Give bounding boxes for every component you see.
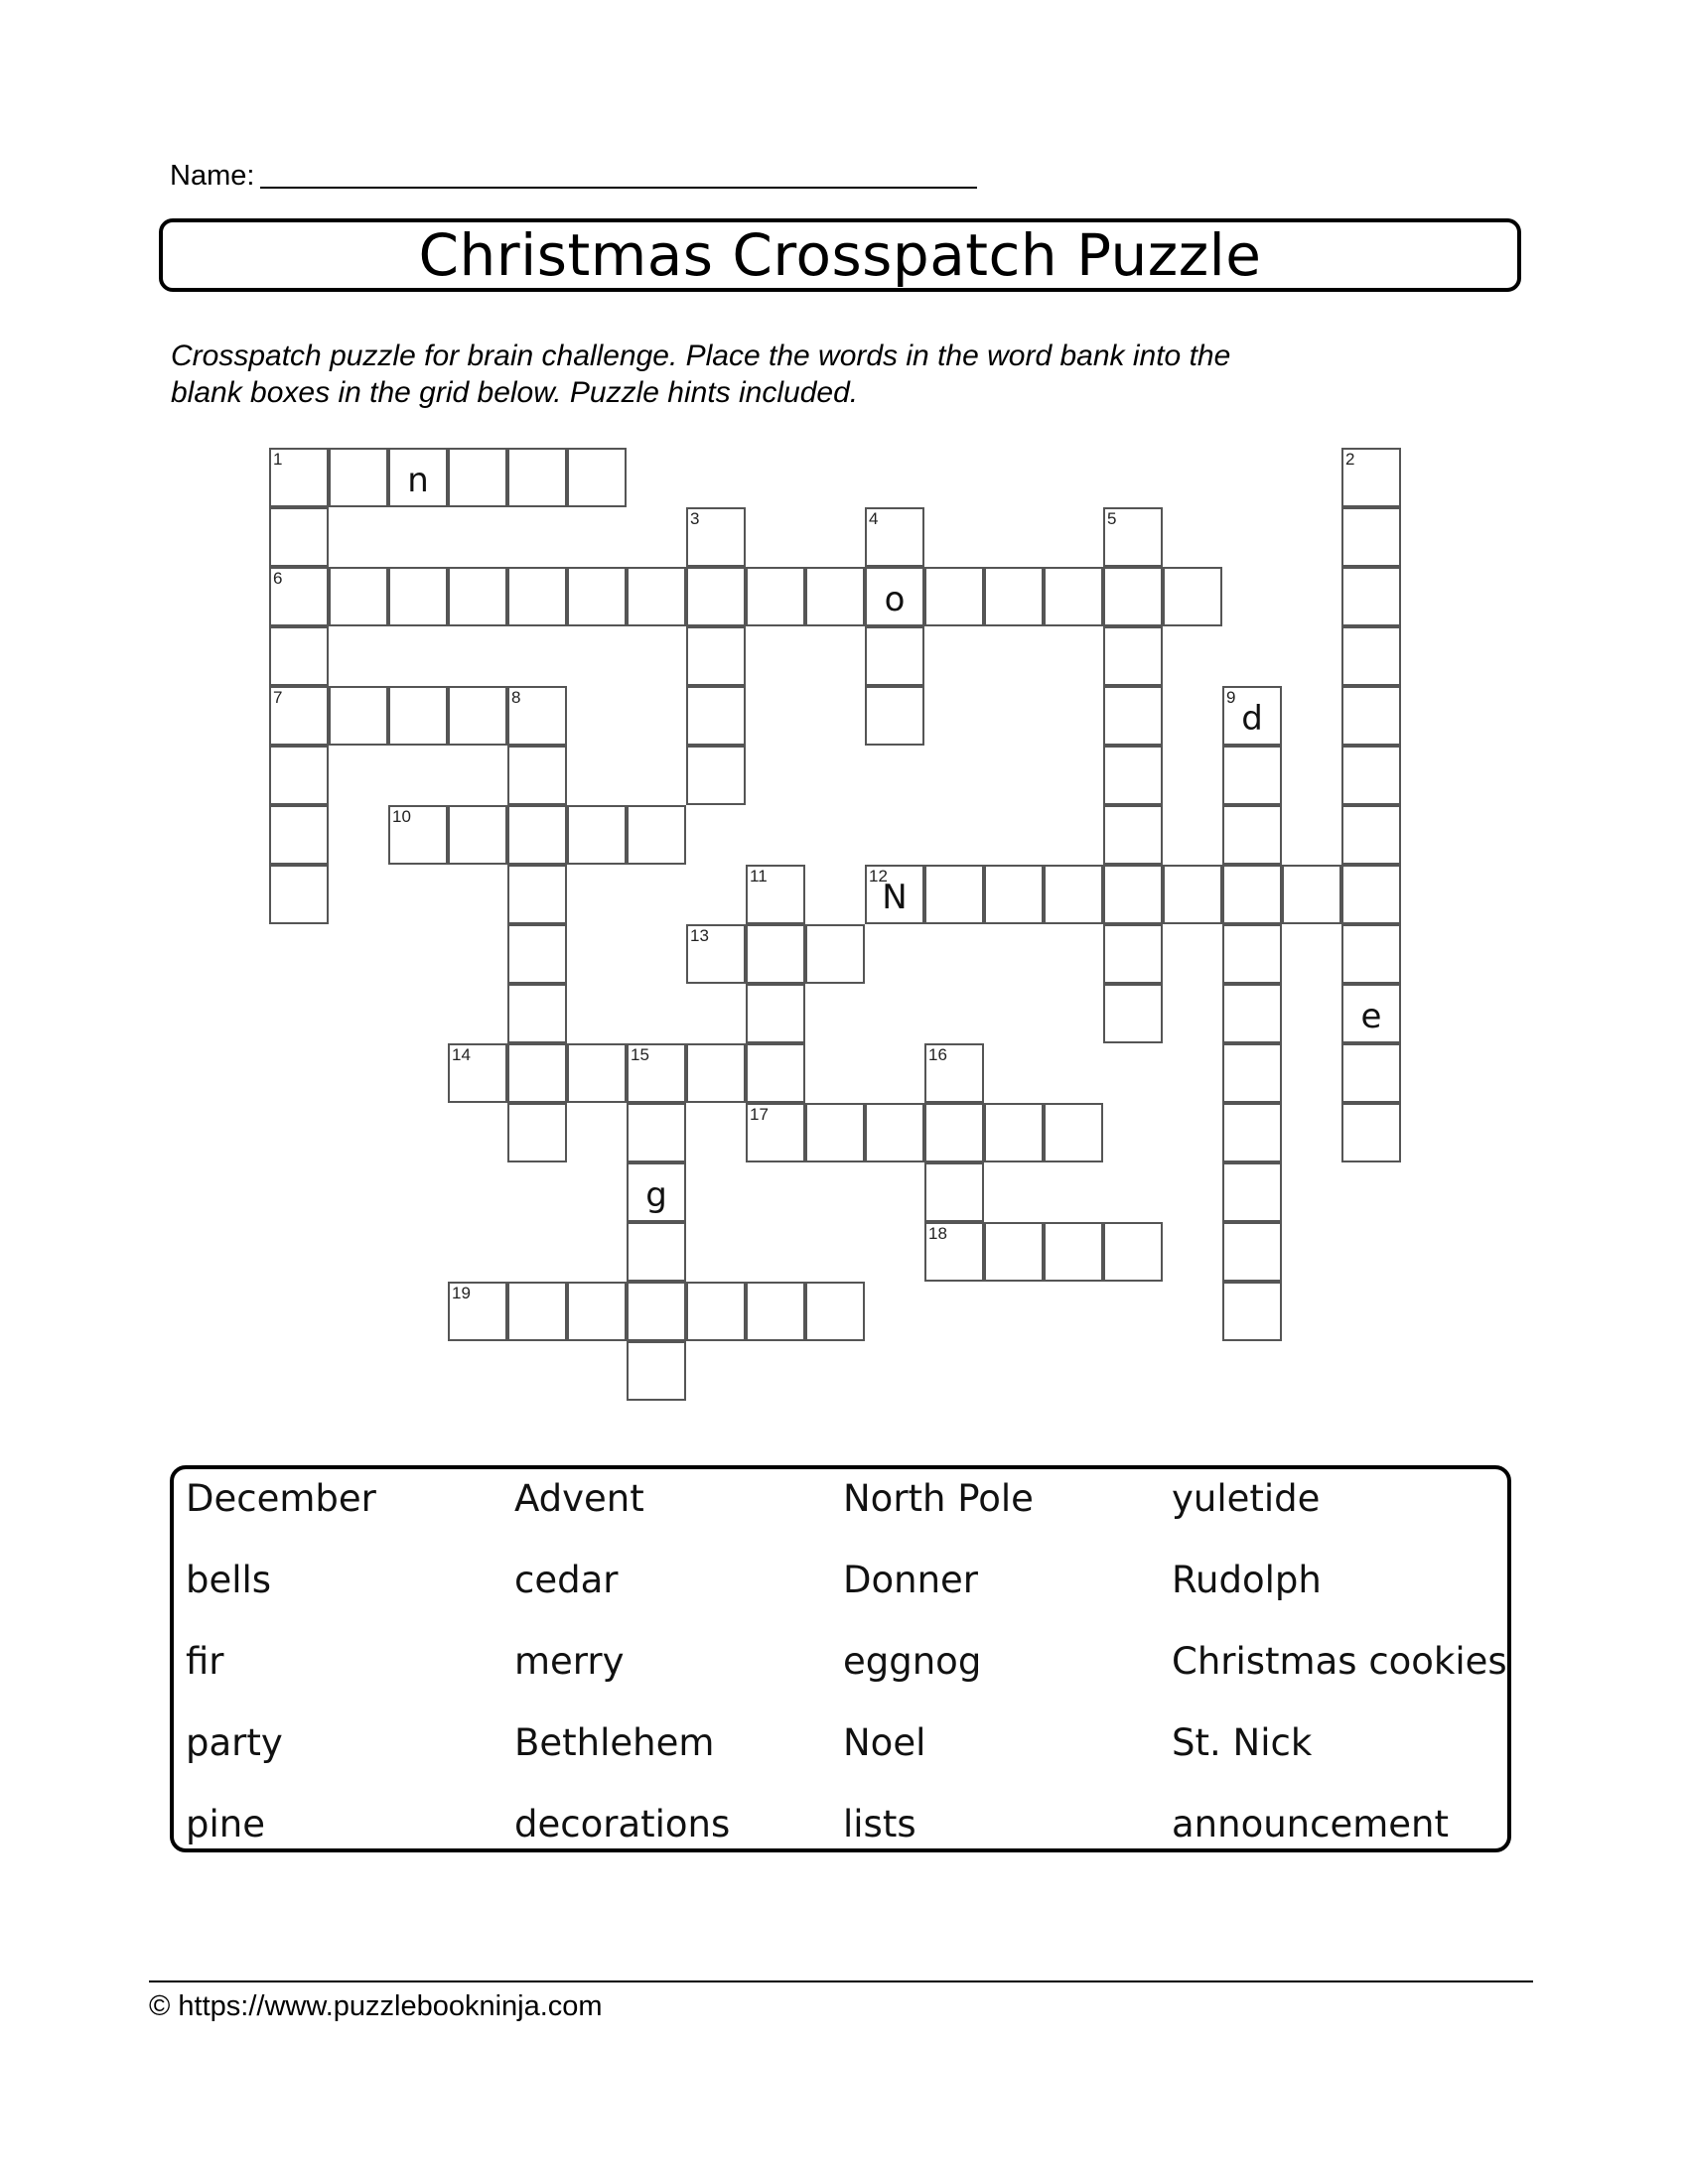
grid-cell[interactable] (1341, 984, 1401, 1043)
page-title: Christmas Crosspatch Puzzle (418, 221, 1262, 289)
grid-cell[interactable] (329, 686, 388, 746)
hint-letter: d (1241, 699, 1263, 739)
grid-cell[interactable] (1222, 865, 1282, 924)
grid-cell[interactable] (269, 567, 329, 626)
grid-cell[interactable] (1103, 1222, 1163, 1282)
grid-cell[interactable] (269, 507, 329, 567)
grid-cell[interactable] (865, 567, 924, 626)
grid-cell[interactable] (507, 1103, 567, 1162)
grid-cell[interactable] (567, 567, 627, 626)
grid-cell[interactable] (1222, 746, 1282, 805)
hint-letter: g (645, 1175, 667, 1215)
clue-number: 8 (511, 688, 521, 707)
word-bank-item: St. Nick (1172, 1721, 1313, 1764)
grid-cell[interactable] (746, 1043, 805, 1103)
grid-cell[interactable] (448, 686, 507, 746)
grid-cell[interactable] (1341, 1103, 1401, 1162)
grid-cell[interactable] (1341, 865, 1401, 924)
word-bank-item: merry (514, 1640, 625, 1683)
grid-cell[interactable] (1103, 805, 1163, 865)
grid-cell[interactable] (448, 567, 507, 626)
grid-cell[interactable] (1341, 746, 1401, 805)
grid-cell[interactable] (269, 686, 329, 746)
grid-cell[interactable] (1222, 1103, 1282, 1162)
grid-cell[interactable] (507, 448, 567, 507)
word-bank-item: fir (186, 1640, 224, 1683)
grid-cell[interactable] (269, 865, 329, 924)
grid-cell[interactable] (269, 746, 329, 805)
hint-letter: N (882, 878, 908, 917)
word-bank-item: Advent (514, 1477, 644, 1520)
clue-number: 15 (631, 1045, 649, 1064)
grid-cell[interactable] (686, 507, 746, 567)
grid-cell[interactable] (1103, 984, 1163, 1043)
word-bank-item: Christmas cookies (1172, 1640, 1507, 1683)
grid-cell[interactable] (627, 805, 686, 865)
grid-cell[interactable] (1341, 924, 1401, 984)
hint-letter: n (407, 461, 429, 500)
grid-cell[interactable] (746, 1103, 805, 1162)
word-bank-item: cedar (514, 1559, 619, 1601)
grid-cell[interactable] (448, 448, 507, 507)
word-bank-item: December (186, 1477, 376, 1520)
clue-number: 9 (1226, 688, 1236, 707)
grid-cell[interactable] (1341, 626, 1401, 686)
grid-cell[interactable] (269, 448, 329, 507)
grid-cell[interactable] (507, 984, 567, 1043)
grid-cell[interactable] (686, 686, 746, 746)
grid-cell[interactable] (388, 805, 448, 865)
instructions-line-1: Crosspatch puzzle for brain challenge. Place the words in the word bank into the (171, 340, 1231, 372)
word-bank-item: Donner (843, 1559, 979, 1601)
grid-cell[interactable] (984, 865, 1044, 924)
grid-cell[interactable] (1341, 686, 1401, 746)
clue-number: 14 (452, 1045, 471, 1064)
grid-cell[interactable] (567, 1043, 627, 1103)
grid-cell[interactable] (1341, 805, 1401, 865)
word-bank-item: bells (186, 1559, 272, 1601)
grid-cell[interactable] (686, 1282, 746, 1341)
grid-cell[interactable] (984, 1103, 1044, 1162)
clue-number: 19 (452, 1284, 471, 1302)
word-bank-item: Rudolph (1172, 1559, 1322, 1601)
grid-cell[interactable] (686, 746, 746, 805)
grid-cell[interactable] (805, 924, 865, 984)
grid-cell[interactable] (269, 805, 329, 865)
clue-number: 18 (928, 1224, 947, 1243)
name-label: Name: (170, 160, 255, 192)
grid-cell[interactable] (924, 567, 984, 626)
word-bank-item: eggnog (843, 1640, 982, 1683)
grid-cell[interactable] (1341, 1043, 1401, 1103)
grid-cell[interactable] (805, 567, 865, 626)
grid-cell[interactable] (1103, 507, 1163, 567)
grid-cell[interactable] (1222, 924, 1282, 984)
word-bank-item: announcement (1172, 1803, 1449, 1845)
clue-number: 4 (869, 509, 879, 528)
grid-cell[interactable] (1341, 507, 1401, 567)
clue-number: 3 (690, 509, 700, 528)
grid-cell[interactable] (1222, 805, 1282, 865)
grid-cell[interactable] (865, 686, 924, 746)
grid-cell[interactable] (627, 1043, 686, 1103)
grid-cell[interactable] (388, 448, 448, 507)
grid-cell[interactable] (448, 1043, 507, 1103)
grid-cell[interactable] (865, 865, 924, 924)
grid-cell[interactable] (1163, 567, 1222, 626)
grid-cell[interactable] (1044, 865, 1103, 924)
grid-cell[interactable] (627, 1162, 686, 1222)
grid-cell[interactable] (627, 567, 686, 626)
grid-cell[interactable] (865, 1103, 924, 1162)
clue-number: 12 (869, 867, 888, 886)
grid-cell[interactable] (1163, 865, 1222, 924)
grid-cell[interactable] (924, 1162, 984, 1222)
grid-cell[interactable] (1222, 984, 1282, 1043)
grid-cell[interactable] (686, 567, 746, 626)
grid-cell[interactable] (448, 805, 507, 865)
grid-cell[interactable] (686, 1043, 746, 1103)
grid-cell[interactable] (865, 507, 924, 567)
grid-cell[interactable] (1103, 626, 1163, 686)
grid-cell[interactable] (567, 805, 627, 865)
instructions-line-2: blank boxes in the grid below. Puzzle hints included. (171, 376, 859, 409)
word-bank-item: party (186, 1721, 283, 1764)
word-bank-item: lists (843, 1803, 916, 1845)
clue-number: 6 (273, 569, 283, 588)
clue-number: 13 (690, 926, 709, 945)
footer-copyright: © https://www.puzzlebookninja.com (149, 1990, 603, 2022)
grid-cell[interactable] (507, 865, 567, 924)
grid-cell[interactable] (627, 1103, 686, 1162)
word-bank-item: yuletide (1172, 1477, 1321, 1520)
clue-number: 2 (1345, 450, 1355, 469)
grid-cell[interactable] (507, 924, 567, 984)
grid-cell[interactable] (924, 865, 984, 924)
clue-number: 11 (750, 867, 768, 886)
grid-cell[interactable] (1044, 1103, 1103, 1162)
grid-cell[interactable] (805, 1103, 865, 1162)
clue-number: 1 (273, 450, 283, 469)
grid-cell[interactable] (746, 567, 805, 626)
grid-cell[interactable] (1282, 865, 1341, 924)
grid-cell[interactable] (686, 924, 746, 984)
word-bank (170, 1465, 1511, 1852)
grid-cell[interactable] (924, 1103, 984, 1162)
grid-cell[interactable] (1044, 567, 1103, 626)
grid-cell[interactable] (507, 805, 567, 865)
footer-divider (149, 1980, 1533, 1982)
grid-cell[interactable] (507, 567, 567, 626)
hint-letter: e (1360, 997, 1382, 1036)
grid-cell[interactable] (269, 626, 329, 686)
grid-cell[interactable] (1222, 1043, 1282, 1103)
grid-cell[interactable] (746, 1282, 805, 1341)
grid-cell[interactable] (746, 865, 805, 924)
grid-cell[interactable] (329, 448, 388, 507)
grid-cell[interactable] (388, 567, 448, 626)
grid-cell[interactable] (1341, 567, 1401, 626)
grid-cell[interactable] (984, 567, 1044, 626)
clue-number: 5 (1107, 509, 1117, 528)
grid-cell[interactable] (329, 567, 388, 626)
clue-number: 16 (928, 1045, 947, 1064)
clue-number: 10 (392, 807, 411, 826)
grid-cell[interactable] (746, 984, 805, 1043)
clue-number: 17 (750, 1105, 769, 1124)
word-bank-item: North Pole (843, 1477, 1034, 1520)
grid-cell[interactable] (1044, 1222, 1103, 1282)
grid-cell[interactable] (388, 686, 448, 746)
grid-cell[interactable] (567, 1282, 627, 1341)
hint-letter: o (884, 580, 906, 619)
grid-cell[interactable] (627, 1282, 686, 1341)
grid-cell[interactable] (924, 1043, 984, 1103)
grid-cell[interactable] (627, 1341, 686, 1401)
grid-cell[interactable] (567, 448, 627, 507)
grid-cell[interactable] (507, 746, 567, 805)
grid-cell[interactable] (1103, 746, 1163, 805)
grid-cell[interactable] (507, 686, 567, 746)
grid-cell[interactable] (507, 1282, 567, 1341)
grid-cell[interactable] (984, 1222, 1044, 1282)
clue-number: 7 (273, 688, 283, 707)
grid-cell[interactable] (1222, 1282, 1282, 1341)
grid-cell[interactable] (627, 1222, 686, 1282)
grid-cell[interactable] (448, 1282, 507, 1341)
grid-cell[interactable] (924, 1222, 984, 1282)
grid-cell[interactable] (1222, 1222, 1282, 1282)
word-bank-item: pine (186, 1803, 265, 1845)
grid-cell[interactable] (865, 626, 924, 686)
grid-cell[interactable] (1341, 448, 1401, 507)
grid-cell[interactable] (1103, 567, 1163, 626)
word-bank-item: decorations (514, 1803, 731, 1845)
word-bank-item: Bethlehem (514, 1721, 715, 1764)
grid-cell[interactable] (1222, 1162, 1282, 1222)
grid-cell[interactable] (805, 1282, 865, 1341)
grid-cell[interactable] (1103, 924, 1163, 984)
grid-cell[interactable] (1103, 686, 1163, 746)
grid-cell[interactable] (507, 1043, 567, 1103)
grid-cell[interactable] (746, 924, 805, 984)
grid-cell[interactable] (1103, 865, 1163, 924)
word-bank-item: Noel (843, 1721, 926, 1764)
grid-cell[interactable] (1222, 686, 1282, 746)
grid-cell[interactable] (686, 626, 746, 686)
